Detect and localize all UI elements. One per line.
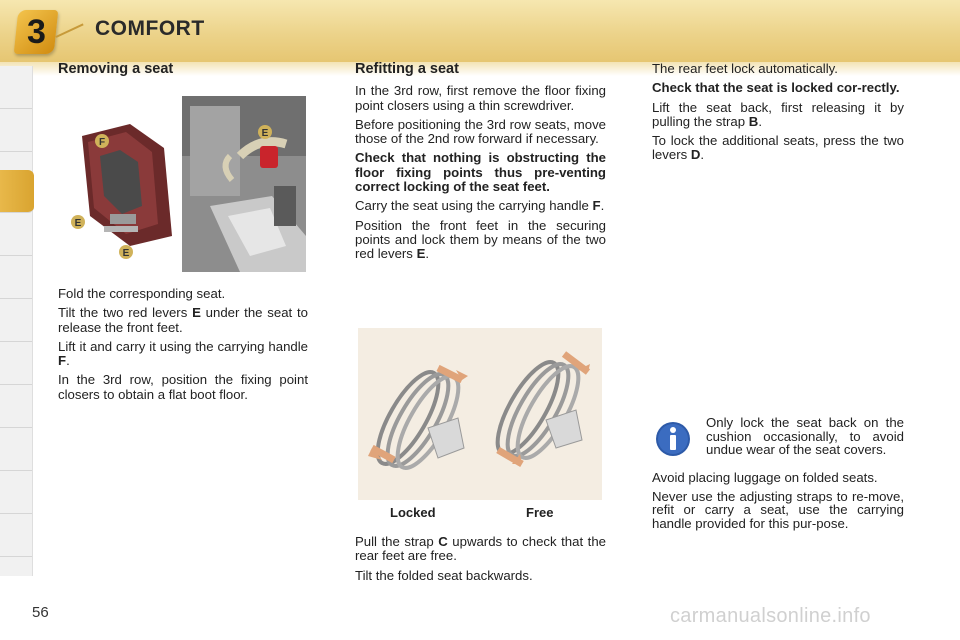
- chapter-tab: [0, 66, 32, 109]
- chapter-tab: [0, 471, 32, 514]
- chapter-tab: [0, 514, 32, 557]
- seat-removal-illustration: [60, 96, 306, 272]
- paragraph: The rear feet lock automatically.: [652, 61, 838, 76]
- warning-paragraph: Check that the seat is locked cor-rectly.: [652, 80, 900, 96]
- chapter-tab: [0, 256, 32, 299]
- chapter-tab: [0, 342, 32, 385]
- info-note: [706, 416, 904, 457]
- paragraph: Fold the corresponding seat.: [58, 286, 226, 301]
- chapter-number: 3: [26, 12, 46, 51]
- paragraph: In the 3rd row, first remove the floor fixing point closers using a thin screwdriver.: [355, 83, 606, 113]
- chapter-tab: [0, 385, 32, 428]
- info-paragraph: Never use the adjusting straps to re-move, refit or carry a seat, use the carrying handle provided for this pur-pose.: [652, 488, 904, 531]
- removing-seat-text: [58, 287, 308, 407]
- lever-closeup-drawing: [182, 96, 306, 272]
- label-e: E: [261, 128, 269, 139]
- locking-section: [652, 62, 904, 168]
- info-icon: [654, 420, 692, 458]
- label-e: E: [122, 248, 130, 259]
- chapter-tab: [0, 428, 32, 471]
- page-number: 56: [32, 604, 49, 621]
- paragraph: Lift the seat back, first releasing it by pulling the strap B.: [652, 99, 904, 129]
- label-e: E: [74, 218, 82, 229]
- paragraph: Pull the strap C upwards to check that the rear feet are free.: [355, 534, 606, 564]
- locked-free-illustration: [358, 328, 602, 500]
- free-label: Free: [526, 505, 554, 520]
- info-paragraph: Avoid placing luggage on folded seats.: [652, 470, 878, 485]
- info-note-continued: [652, 471, 904, 535]
- paragraph: Tilt the two red levers E under the seat to release the front feet.: [58, 305, 308, 335]
- paragraph: To lock the additional seats, press the two levers D.: [652, 133, 904, 163]
- refitting-seat-heading: Refitting a seat: [355, 61, 459, 77]
- paragraph: Carry the seat using the carrying handle F.: [355, 198, 605, 214]
- paragraph: Lift it and carry it using the carrying handle F.: [58, 338, 308, 369]
- info-paragraph: Only lock the seat back on the cushion occasionally, to avoid undue wear of the seat covers.: [706, 415, 904, 458]
- chapter-title: COMFORT: [95, 17, 205, 40]
- chapter-tab: [0, 299, 32, 342]
- paragraph: Tilt the folded seat backwards.: [355, 567, 533, 583]
- chapter-tab-active: [0, 170, 34, 213]
- watermark: carmanualsonline.info: [670, 605, 871, 627]
- locked-label: Locked: [390, 505, 436, 520]
- paragraph: Position the front feet in the securing points and lock them by means of the two red levers E.: [355, 217, 606, 262]
- chapter-tab: [0, 213, 32, 256]
- paragraph: In the 3rd row, position the fixing point closers to obtain a flat boot floor.: [58, 372, 308, 402]
- chapter-tab-strip: [0, 66, 33, 576]
- removing-seat-section: [58, 62, 308, 84]
- warning-paragraph: Check that nothing is obstructing the floor fixing points thus pre-venting correct locking of the seat feet.: [355, 150, 606, 195]
- paragraph: Before positioning the 3rd row seats, move those of the 2nd row forward if necessary.: [355, 116, 606, 147]
- label-f: F: [98, 137, 106, 148]
- chapter-tab: [0, 109, 32, 152]
- chapter-number-badge: [14, 10, 59, 54]
- check-feet-text: [355, 535, 606, 588]
- refitting-seat-section: [355, 62, 606, 267]
- removing-seat-heading: Removing a seat: [58, 61, 174, 77]
